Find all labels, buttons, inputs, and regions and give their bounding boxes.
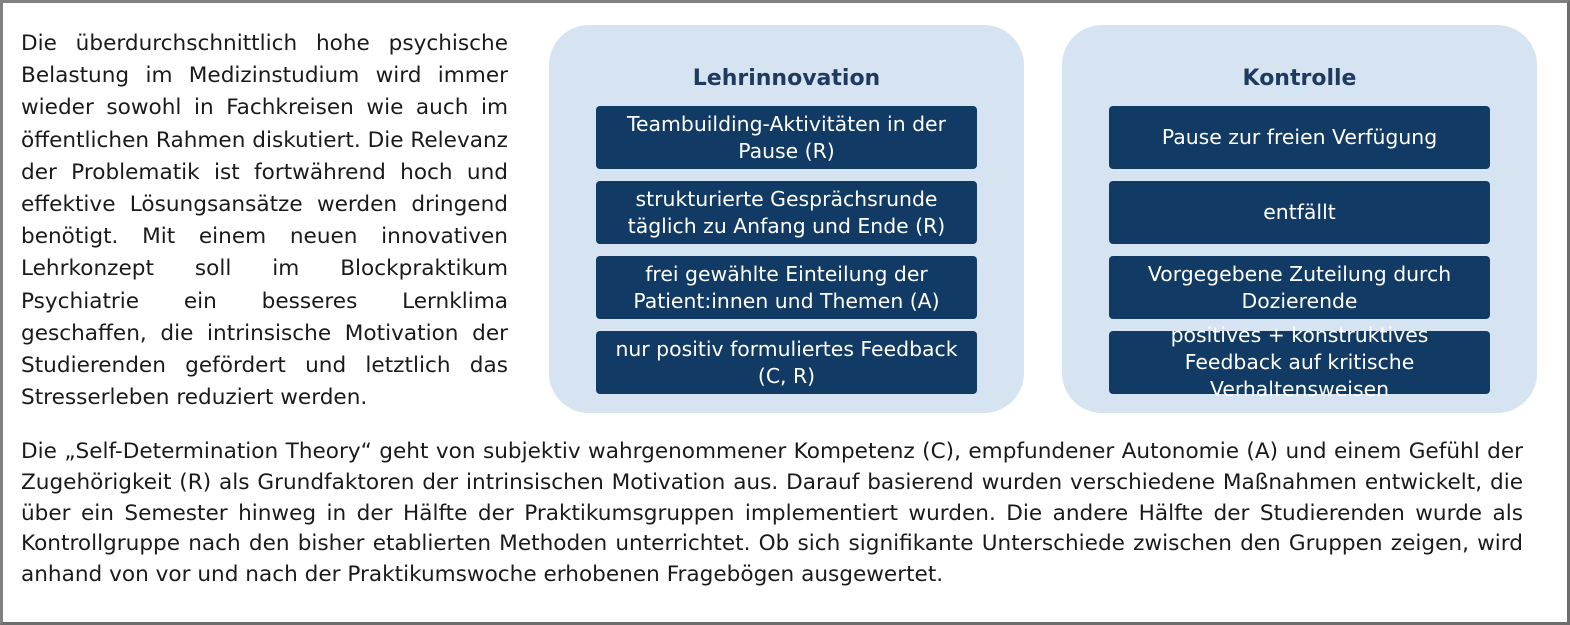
kontrolle-item-feedback: positives + konstruktives Feedback auf kritische Verhaltensweisen <box>1109 331 1490 394</box>
intro-paragraph: Die überdurchschnittlich hohe psychische Belastung im Medizinstudium wird immer wieder sowohl in Fachkreisen wie auch im öffentlichen Rahmen diskutiert. Die Relevanz der Problematik ist fortwährend hoch und effektive Lösungsansätze werden dringend benötigt. Mit einem neuen innovativen Lehrkonzept soll im Blockpraktikum Psychiatrie ein besseres Lernklima geschaffen, die intrinsische Motivation der Studierenden gefördert und letztlich das Stresserleben reduziert werden. <box>21 31 508 411</box>
kontrolle-item-pause: Pause zur freien Verfügung <box>1109 106 1490 169</box>
lehrinnovation-item-gespraechsrunde: strukturierte Gesprächsrunde täglich zu Anfang und Ende (R) <box>596 181 977 244</box>
panel-kontrolle <box>1062 25 1537 413</box>
lehrinnovation-item-feedback: nur positiv formuliertes Feedback (C, R) <box>596 331 977 394</box>
lehrinnovation-item-einteilung: frei gewählte Einteilung der Patient:innen und Themen (A) <box>596 256 977 319</box>
kontrolle-item-entfaellt: entfällt <box>1109 181 1490 244</box>
bottom-paragraph: Die „Self-Determination Theory“ geht von subjektiv wahrgenommener Kompetenz (C), empfundener Autonomie (A) und einem Gefühl der Zugehörigkeit (R) als Grundfaktoren der intrinsischen Motivation aus. Darauf basierend wurden verschiedene Maßnahmen entwickelt, die über ein Semester hinweg in der Hälfte der Praktikumsgruppen implementiert wurden. Die andere Hälfte der Studierenden wurde als Kontrollgruppe nach den bisher etablierten Methoden unterrichtet. Ob sich signifikante Unterschiede zwischen den Gruppen zeigen, wird anhand von vor und nach der Praktikumswoche erhobenen Fragebögen ausgewertet. <box>21 439 1523 588</box>
kontrolle-item-zuteilung: Vorgegebene Zuteilung durch Dozierende <box>1109 256 1490 319</box>
lehrinnovation-item-teambuilding: Teambuilding-Aktivitäten in der Pause (R) <box>596 106 977 169</box>
panel-title-lehrinnovation: Lehrinnovation <box>692 66 881 91</box>
panel-lehrinnovation <box>549 25 1024 413</box>
panel-title-kontrolle: Kontrolle <box>1242 66 1357 91</box>
